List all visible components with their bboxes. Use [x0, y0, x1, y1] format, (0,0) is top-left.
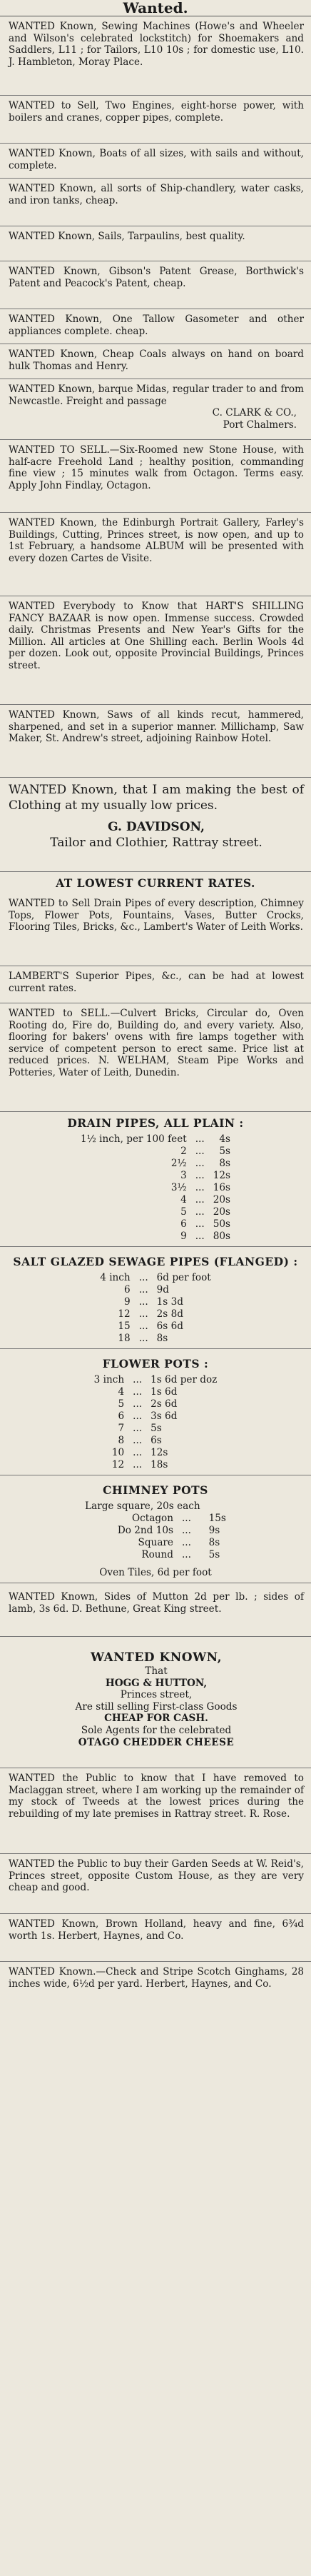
price-cell: 1s 3d [156, 1296, 183, 1308]
dots-cell: ... [195, 1182, 205, 1193]
price-cell: 8s [219, 1158, 230, 1169]
ad-line: Sole Agents for the celebrated [81, 1724, 232, 1736]
ad-line: That [145, 1665, 168, 1677]
ad-text: LAMBERT'S Superior Pipes, &c., can be had at lowest current rates. [9, 971, 304, 994]
ad-ship-chandlery [0, 179, 311, 226]
price-cell: 2s 8d [156, 1308, 183, 1320]
ad-heading: WANTED KNOWN, [90, 1650, 223, 1665]
ad-mutton [0, 1587, 311, 1637]
ad-line: Princes street, [120, 1689, 193, 1701]
dots-cell: ... [133, 1410, 143, 1422]
dots-cell: ... [133, 1423, 143, 1434]
table-row [96, 1320, 215, 1333]
chimney-pots-table [81, 1500, 230, 1561]
ad-line: CHEAP FOR CASH. [104, 1713, 208, 1725]
table-row [76, 1182, 235, 1194]
price-cell: 5s [151, 1423, 162, 1434]
ad-text: WANTED Known, that I am making the best of Clothing at my usually low prices. [9, 783, 304, 813]
table-row [76, 1158, 235, 1170]
ad-brown-holland [0, 1914, 311, 1962]
price-cell: 20s [213, 1206, 230, 1218]
size-cell: Large square, 20s each [85, 1500, 200, 1512]
price-cell: 20s [213, 1194, 230, 1206]
table-row [90, 1398, 222, 1410]
ad-text: WANTED to Sell, Two Engines, eight-horse power, with boilers and cranes, copper pipes, complete. [9, 100, 304, 124]
price-cell: 5s [208, 1549, 220, 1560]
dots-cell: ... [195, 1206, 205, 1218]
price-cell [205, 1500, 230, 1513]
ad-signature: C. CLARK & CO., [212, 407, 297, 419]
chimney-pots-heading: CHIMNEY POTS [103, 1483, 208, 1497]
table-row [76, 1206, 235, 1218]
dots-cell: ... [138, 1320, 148, 1332]
size-cell: Octagon [132, 1513, 173, 1524]
table-row [81, 1513, 230, 1525]
price-cell: 9d [156, 1284, 170, 1295]
price-cell: 16s [213, 1182, 230, 1193]
ad-lambert [0, 966, 311, 1003]
table-row [90, 1374, 222, 1386]
ad-stone-house [0, 440, 311, 513]
size-cell: 5 [118, 1398, 125, 1410]
ad-text: WANTED to Sell Drain Pipes of every description, Chimney Tops, Flower Pots, Fountains, Vases, Butter Crocks, Flooring Tiles, Bricks, &c., Lambert's Water of Leith Works. [9, 898, 304, 933]
ad-text: WANTED Known.—Check and Stripe Scotch Ginghams, 28 inches wide, 6½d per yard. Herbert, Haynes, and Co. [9, 1966, 304, 1990]
table-row [96, 1284, 215, 1296]
dots-cell: ... [195, 1194, 205, 1206]
ad-sewing-machines [0, 16, 311, 96]
price-cell: 6s 6d [156, 1320, 183, 1332]
table-row [96, 1296, 215, 1308]
dots-cell: ... [133, 1398, 143, 1410]
flower-pots-table [90, 1374, 222, 1471]
table-row [96, 1272, 215, 1284]
ad-maclaggan [0, 1768, 311, 1854]
dots-cell: ... [195, 1231, 205, 1242]
ad-text: WANTED Known, Boats of all sizes, with sails and without, complete. [9, 148, 304, 171]
ad-grease [0, 261, 311, 309]
size-cell: 12 [111, 1459, 125, 1470]
table-row [90, 1386, 222, 1398]
dots-cell: ... [138, 1308, 148, 1320]
ad-saws [0, 705, 311, 778]
dots-cell: ... [133, 1374, 143, 1385]
size-cell: 6 [118, 1410, 125, 1422]
table-row [81, 1525, 230, 1537]
dots-cell: ... [195, 1133, 205, 1145]
dots-cell: ... [138, 1296, 148, 1308]
table-row [90, 1435, 222, 1447]
size-cell: 9 [180, 1231, 187, 1242]
price-cell: 6s [151, 1435, 162, 1446]
ad-signature: G. DAVIDSON, [108, 820, 205, 834]
dots-cell: ... [195, 1170, 205, 1181]
size-cell: 18 [118, 1333, 131, 1344]
ad-text: WANTED Known, all sorts of Ship-chandlery, water casks, and iron tanks, cheap. [9, 183, 304, 206]
ad-text: WANTED Everybody to Know that HART'S SHILLING FANCY BAZAAR is now open. Immense success. Crowded daily. Christmas Presents and New Year's Gifts for the Million. All articles at One Shilling each. Berlin Wools 4d per dozen. Look out, opposite Provincial Buildings, Princes street. [9, 601, 304, 671]
size-cell: Square [138, 1537, 173, 1548]
table-row [76, 1218, 235, 1231]
dots-cell: ... [138, 1272, 148, 1283]
ad-hogg-hutton [0, 1637, 311, 1768]
ad-text: WANTED Known, the Edinburgh Portrait Gallery, Farley's Buildings, Cutting, Princes street, is now open, and up to 1st February, a handsome ALBUM will be presented with every dozen Cartes de Visite. [9, 517, 304, 564]
ad-text: WANTED Known, Gibson's Patent Grease, Borthwick's Patent and Peacock's Patent, cheap. [9, 266, 304, 289]
price-cell: 15s [208, 1513, 226, 1524]
size-cell: 2½ [170, 1158, 187, 1169]
table-row [96, 1308, 215, 1320]
price-cell: 5s [219, 1146, 230, 1157]
table-row [81, 1537, 230, 1549]
size-cell: 9 [124, 1296, 131, 1308]
price-cell: 1s 6d per doz [151, 1374, 218, 1385]
dots-cell: ... [138, 1284, 148, 1295]
price-cell: 12s [213, 1170, 230, 1181]
dots-cell: ... [181, 1549, 191, 1560]
dots-cell: ... [195, 1146, 205, 1157]
ad-drain-pipes [0, 893, 311, 966]
price-cell: 12s [151, 1447, 168, 1458]
dots-cell: ... [181, 1525, 191, 1536]
ad-boats [0, 144, 311, 179]
size-cell: 6 [124, 1284, 131, 1295]
dots-cell: ... [181, 1513, 191, 1524]
dots-cell: ... [133, 1386, 143, 1398]
ad-gasometer [0, 309, 311, 344]
price-cell: 80s [213, 1231, 230, 1242]
ad-barque [0, 379, 311, 440]
dots-cell: ... [133, 1459, 143, 1470]
size-cell: 1½ inch, per 100 feet [81, 1133, 187, 1145]
ad-line: OTAGO CHEDDER CHEESE [78, 1736, 235, 1748]
size-cell: 3½ [170, 1182, 187, 1193]
ad-portrait-gallery [0, 513, 311, 596]
dots-cell: ... [195, 1158, 205, 1169]
size-cell: 8 [118, 1435, 125, 1446]
ad-text: WANTED Known, One Tallow Gasometer and other appliances complete. cheap. [9, 314, 304, 337]
ad-text: WANTED Known, Sails, Tarpaulins, best quality. [9, 231, 245, 242]
table-row [76, 1133, 235, 1146]
size-cell: 4 [180, 1194, 187, 1206]
ad-engines [0, 96, 311, 144]
ad-text: WANTED Known, Sewing Machines (Howe's and Wheeler and Wilson's celebrated lockstitch) for Shoemakers and Saddlers, L11 ; for Tailors, L10 10s ; for domestic use, L10. J. Hambleton, Moray Place. [9, 21, 304, 68]
table-row [90, 1447, 222, 1459]
table-row [81, 1500, 230, 1513]
divider [0, 1246, 311, 1247]
table-row [90, 1459, 222, 1471]
ad-text: WANTED the Public to buy their Garden Seeds at W. Reid's, Princes street, opposite Custom House, as they are very cheap and good. [9, 1858, 304, 1894]
price-cell: 4s [219, 1133, 230, 1145]
table-row [90, 1423, 222, 1435]
table-row [81, 1549, 230, 1561]
price-cell: 3s 6d [151, 1410, 178, 1422]
ad-text: WANTED Known, barque Midas, regular trader to and from Newcastle. Freight and passage [9, 384, 304, 407]
ad-text: WANTED TO SELL.—Six-Roomed new Stone House, with half-acre Freehold Land ; healthy position, commanding fine view ; 15 minutes walk from Octagon. Terms easy. Apply John Findlay, Octagon. [9, 444, 304, 491]
ad-clothing [0, 778, 311, 872]
size-cell: 5 [180, 1206, 187, 1218]
ad-text: WANTED the Public to know that I have removed to Maclaggan street, where I am working up the remainder of my stock of Tweeds at the lowest prices during the rebuilding of my late premises in Rattray street. R. Rose. [9, 1773, 304, 1820]
ad-firm-name: HOGG & HUTTON, [105, 1677, 208, 1689]
drain-pipes-heading: DRAIN PIPES, ALL PLAIN : [67, 1116, 244, 1130]
size-cell: 4 inch [100, 1272, 131, 1283]
table-row [90, 1410, 222, 1423]
salt-glazed-heading: SALT GLAZED SEWAGE PIPES (FLANGED) : [13, 1255, 298, 1268]
table-row [76, 1194, 235, 1206]
ad-line: Are still selling First-class Goods [75, 1700, 238, 1713]
ad-culvert-bricks [0, 1003, 311, 1112]
size-cell: 10 [111, 1447, 125, 1458]
size-cell: 15 [118, 1320, 131, 1332]
size-cell: 4 [118, 1386, 125, 1398]
flower-pots-heading: FLOWER POTS : [102, 1357, 209, 1370]
sewage-pipes-table [96, 1272, 215, 1345]
price-cell: 9s [208, 1525, 220, 1536]
dots-cell: ... [181, 1537, 191, 1548]
size-cell: 3 inch [93, 1374, 125, 1385]
size-cell: Round [141, 1549, 173, 1560]
dots-cell: ... [138, 1333, 148, 1344]
table-row [76, 1170, 235, 1182]
ad-ginghams [0, 1962, 311, 2009]
price-cell: 2s 6d [151, 1398, 178, 1410]
ad-hart-bazaar [0, 596, 311, 705]
divider [0, 1348, 311, 1349]
price-cell: 8s [208, 1537, 220, 1548]
size-cell: 3 [180, 1170, 187, 1181]
dots-cell: ... [195, 1218, 205, 1230]
ad-text: WANTED to SELL.—Culvert Bricks, Circular do, Oven Rooting do, Fire do, Building do, and every variety. Also, flooring for bakers' ovens with fire lamps together with service of competent person to erect same. Price list at reduced prices. N. WELHAM, Steam Pipe Works and Potteries, Water of Leith, Dunedin. [9, 1008, 304, 1078]
current-rates-heading: AT LOWEST CURRENT RATES. [56, 876, 255, 890]
ad-signature-place: Tailor and Clothier, Rattray street. [50, 836, 262, 850]
section-title: Wanted. [0, 0, 311, 16]
dots-cell: ... [133, 1435, 143, 1446]
ad-coals [0, 344, 311, 379]
ad-signature-place: Port Chalmers. [223, 419, 297, 431]
ad-garden-seeds [0, 1854, 311, 1914]
table-row [76, 1231, 235, 1243]
price-cell: 18s [151, 1459, 168, 1470]
size-cell: 6 [180, 1218, 187, 1230]
table-row [76, 1146, 235, 1158]
price-cell: 50s [213, 1218, 230, 1230]
ad-sails [0, 226, 311, 261]
ad-text: WANTED Known, Brown Holland, heavy and fine, 6¾d worth 1s. Herbert, Haynes, and Co. [9, 1918, 304, 1942]
dots-cell: ... [133, 1447, 143, 1458]
ad-text: WANTED Known, Cheap Coals always on hand on board hulk Thomas and Henry. [9, 349, 304, 372]
oven-tiles-line: Oven Tiles, 6d per foot [99, 1567, 212, 1578]
price-cell: 8s [156, 1333, 168, 1344]
table-row [96, 1333, 215, 1345]
size-cell: Do 2nd 10s [117, 1525, 173, 1536]
size-cell: 7 [118, 1423, 125, 1434]
price-cell: 6d per foot [156, 1272, 211, 1283]
size-cell: 2 [180, 1146, 187, 1157]
drain-pipes-table [76, 1133, 235, 1243]
size-cell: 12 [118, 1308, 131, 1320]
price-cell: 1s 6d [151, 1386, 178, 1398]
ad-text: WANTED Known, Sides of Mutton 2d per lb. ; sides of lamb, 3s 6d. D. Bethune, Great King street. [9, 1591, 304, 1615]
ad-text: WANTED Known, Saws of all kinds recut, hammered, sharpened, and set in a superior manner. Millichamp, Saw Maker, St. Andrew's street, adjoining Rainbow Hotel. [9, 709, 304, 745]
